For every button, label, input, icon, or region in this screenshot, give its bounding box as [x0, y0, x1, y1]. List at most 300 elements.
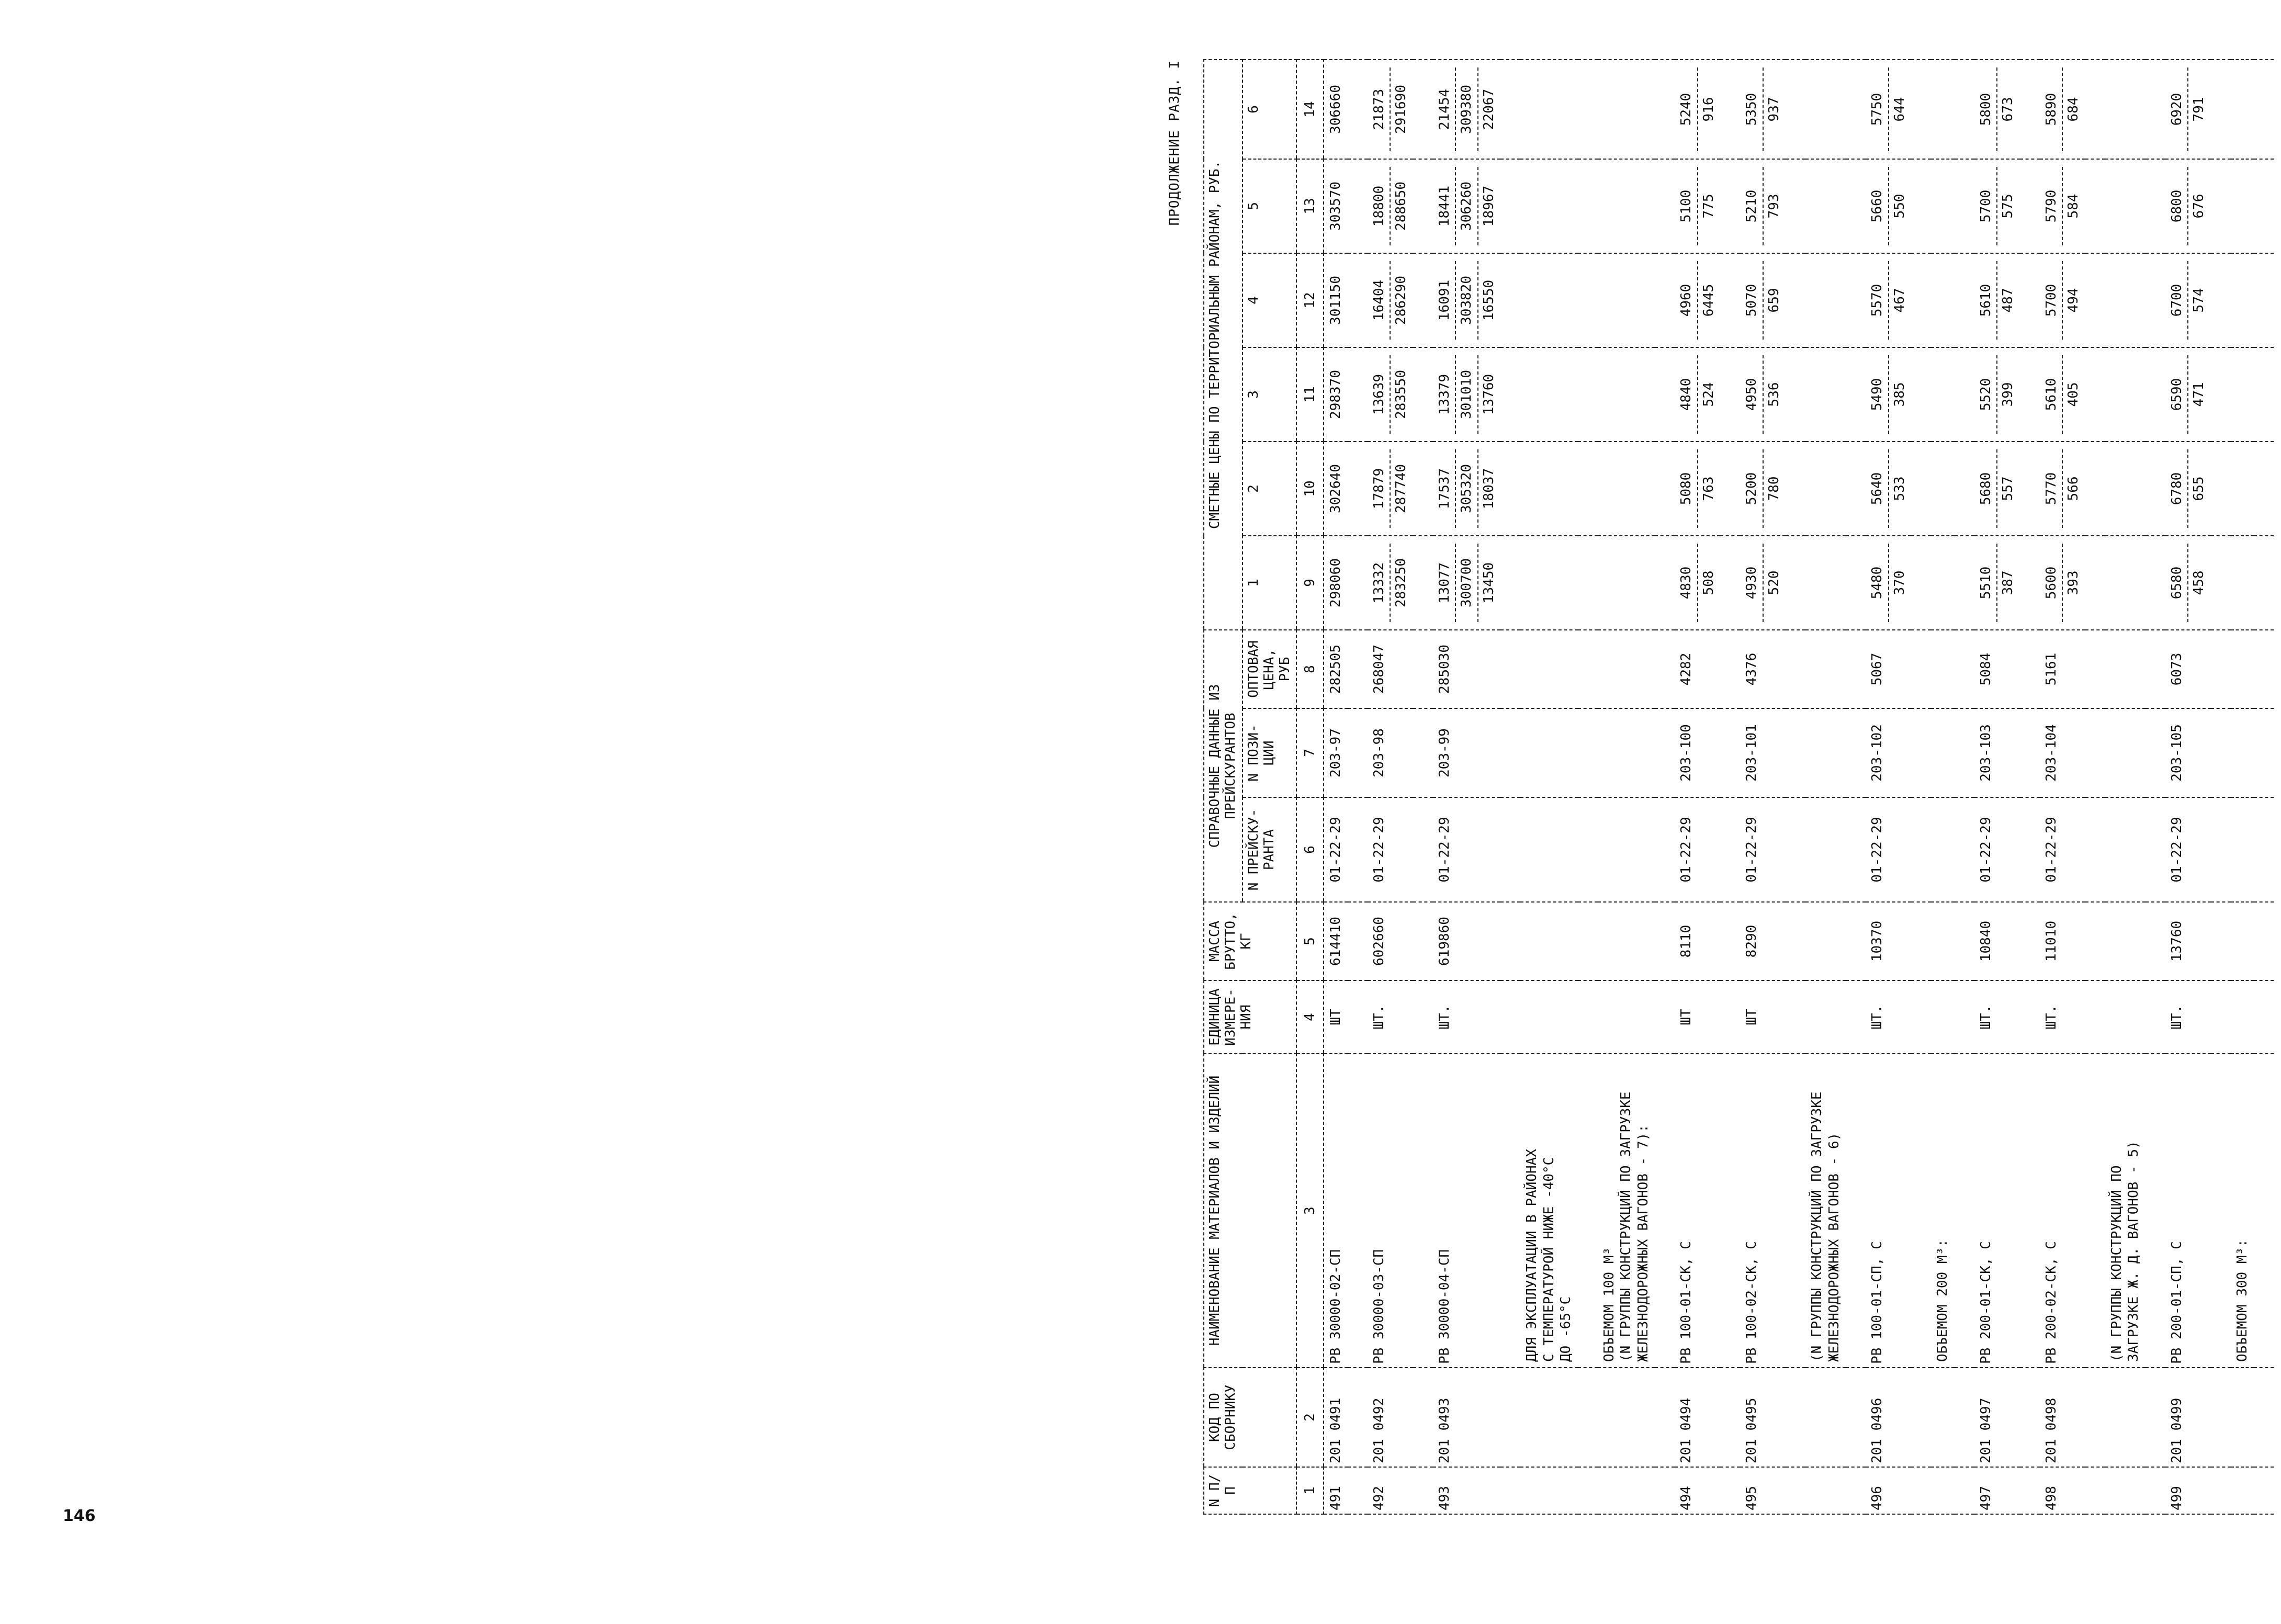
spacer-cell [1955, 347, 1974, 442]
row-wholesale: 4282 [1675, 630, 1720, 708]
price-main: 6700 [2169, 284, 2185, 317]
row-region-price [1368, 442, 1413, 536]
price-bottom: 775 [1700, 194, 1717, 219]
price-main: 6780 [2169, 472, 2185, 505]
spacer-cell [2146, 1368, 2165, 1467]
spacer-cell [2146, 159, 2165, 253]
empty-cell [1805, 630, 1846, 708]
spacer-cell [2254, 797, 2274, 902]
section-note-row [2105, 60, 2146, 1514]
spacer-cell [2211, 60, 2231, 159]
price-bottom: 18037 [1481, 468, 1497, 510]
row-name: РВ 30000-03-СП [1368, 1054, 1413, 1368]
price-main: 5610 [2043, 378, 2059, 411]
spacer-cell [2146, 630, 2165, 708]
table-row [1675, 60, 1720, 1514]
page-number: 146 [63, 1507, 96, 1525]
row-unit: ШТ. [1974, 980, 2020, 1054]
price-bottom: 566 [2065, 476, 2082, 501]
row-region-price [1974, 347, 2020, 442]
spacer-cell [1786, 60, 1805, 159]
price-main: 283550 [1393, 370, 1409, 419]
row-region-price [2040, 253, 2085, 347]
spacer-cell [1720, 902, 1740, 980]
empty-cell [1598, 253, 1655, 347]
spacer-cell [1500, 1368, 1520, 1467]
price-main: 5510 [1978, 566, 1994, 600]
empty-cell [1805, 1368, 1846, 1467]
row-region-price [2040, 442, 2085, 536]
spacer-cell [2146, 980, 2165, 1054]
price-bottom: 673 [2000, 97, 2016, 122]
price-bottom: 494 [2065, 288, 2082, 313]
row-wholesale: 5067 [1866, 630, 1911, 708]
spacer-cell [1500, 1054, 1520, 1368]
spacer-cell [1955, 159, 1974, 253]
spacer-cell [1846, 442, 1866, 536]
row-region-price [1324, 536, 1348, 630]
spacer-cell [2085, 347, 2105, 442]
row-region-price [1433, 159, 1501, 253]
spacer-cell [1846, 347, 1866, 442]
spacer-cell [1846, 159, 1866, 253]
spacer-cell [1846, 708, 1866, 797]
column-number: 12 [1296, 253, 1324, 347]
price-bottom: 557 [2000, 476, 2016, 501]
fraction-divider [1888, 449, 1889, 528]
row-number: 492 [1368, 1467, 1413, 1514]
spacer-cell [1578, 60, 1598, 159]
price-main: 6580 [2169, 566, 2185, 600]
spacer-cell [2146, 1467, 2165, 1514]
spacer-cell [1655, 902, 1675, 980]
fraction-divider [1996, 544, 1997, 622]
price-bottom: 574 [2191, 288, 2207, 313]
price-main: 287740 [1393, 464, 1409, 513]
section-note-row [1805, 60, 1846, 1514]
row-mass: 13760 [2165, 902, 2211, 980]
row-wholesale: 268047 [1368, 630, 1413, 708]
empty-cell [1520, 797, 1578, 902]
empty-cell [1931, 902, 1955, 980]
spacer-cell [1578, 630, 1598, 708]
row-unit: ШТ. [1433, 980, 1501, 1054]
spacer-cell [1846, 980, 1866, 1054]
row-spacer [1655, 60, 1675, 1514]
row-mass: 10840 [1974, 902, 2020, 980]
spacer-cell [1578, 1368, 1598, 1467]
fraction-divider [2187, 355, 2188, 434]
spacer-cell [1911, 1368, 1931, 1467]
fraction-divider [1996, 449, 1997, 528]
row-region-price [2165, 442, 2211, 536]
spacer-cell [1578, 1467, 1598, 1514]
price-main: 303570 [1328, 182, 1344, 231]
spacer-cell [1348, 442, 1368, 536]
spacer-cell [2146, 1054, 2165, 1368]
row-position: 203-105 [2165, 708, 2211, 797]
price-bottom: 508 [1700, 570, 1717, 595]
row-name: РВ 30000-02-СП [1324, 1054, 1348, 1368]
price-bottom: 471 [2191, 382, 2207, 407]
row-name: РВ 30000-04-СП [1433, 1054, 1501, 1368]
spacer-cell [1786, 1467, 1805, 1514]
row-region-price [1324, 159, 1348, 253]
price-bottom: 937 [1766, 97, 1782, 122]
spacer-cell [2085, 980, 2105, 1054]
row-region-price [1433, 253, 1501, 347]
fraction-divider [1697, 544, 1698, 622]
price-bottom: 676 [2191, 194, 2207, 219]
spacer-cell [1786, 159, 1805, 253]
empty-cell [1931, 536, 1955, 630]
spacer-cell [1846, 60, 1866, 159]
spacer-cell [1348, 347, 1368, 442]
fraction-divider [2187, 449, 2188, 528]
price-main: 305320 [1459, 464, 1475, 513]
row-region-price [1433, 347, 1501, 442]
spacer-cell [2254, 60, 2274, 159]
spacer-cell [2211, 630, 2231, 708]
row-name: РВ 100-01-СП, С [1866, 1054, 1911, 1368]
price-main: 5100 [1678, 189, 1695, 223]
header-price-list: N ПРЕЙСКУ-РАНТА [1243, 797, 1297, 902]
row-position: 203-103 [1974, 708, 2020, 797]
price-main: 5600 [2043, 566, 2059, 600]
row-mass: 602660 [1368, 902, 1413, 980]
price-main: 5520 [1978, 378, 1994, 411]
section-note-row [1598, 60, 1655, 1514]
row-region-price [1368, 347, 1413, 442]
empty-cell [1598, 630, 1655, 708]
row-region-price [1324, 253, 1348, 347]
spacer-cell [1911, 797, 1931, 902]
row-region-price [1675, 442, 1720, 536]
column-number: 7 [1296, 708, 1324, 797]
empty-cell [2231, 1467, 2254, 1514]
spacer-cell [2211, 253, 2231, 347]
spacer-cell [1911, 347, 1931, 442]
row-spacer [2211, 60, 2231, 1514]
fraction-divider [2187, 261, 2188, 340]
row-region-price [1675, 347, 1720, 442]
row-region-price [2040, 347, 2085, 442]
row-region-price [1974, 60, 2020, 159]
row-region-price [1866, 442, 1911, 536]
row-unit: ШТ. [1368, 980, 1413, 1054]
empty-cell [2231, 442, 2254, 536]
price-main: 291690 [1393, 85, 1409, 134]
empty-cell [1520, 347, 1578, 442]
spacer-cell [2211, 797, 2231, 902]
fraction-divider [1996, 261, 1997, 340]
spacer-cell [1786, 1368, 1805, 1467]
spacer-cell [1846, 902, 1866, 980]
spacer-cell [2254, 902, 2274, 980]
spacer-cell [1500, 708, 1520, 797]
spacer-cell [1786, 1054, 1805, 1368]
section-note: (N ГРУППЫ КОНСТРУКЦИЙ ПО ЗАГРУЗКЕ Ж. Д. ВАГОНОВ - 5) [2105, 1054, 2146, 1368]
empty-cell [2231, 797, 2254, 902]
spacer-cell [1348, 60, 1368, 159]
empty-cell [2105, 980, 2146, 1054]
price-main: 303820 [1459, 276, 1475, 325]
row-spacer [2146, 60, 2165, 1514]
price-main: 5350 [1744, 93, 1760, 126]
spacer-cell [2254, 630, 2274, 708]
fraction-divider [2062, 449, 2063, 528]
empty-cell [2105, 708, 2146, 797]
price-bottom: 22067 [1481, 88, 1497, 130]
empty-cell [2231, 980, 2254, 1054]
price-top: 13379 [1436, 374, 1452, 415]
row-region-price [1324, 442, 1348, 536]
row-position: 203-101 [1740, 708, 1786, 797]
row-region-price [2165, 253, 2211, 347]
spacer-cell [2254, 708, 2274, 797]
price-main: 5680 [1978, 472, 1994, 505]
row-region-price [1433, 60, 1501, 159]
price-bottom: 684 [2065, 97, 2082, 122]
fraction-divider [1390, 67, 1391, 151]
empty-cell [2231, 347, 2254, 442]
row-spacer [1578, 60, 1598, 1514]
spacer-cell [2020, 1467, 2040, 1514]
section-note: ОБЪЕМОМ 300 М³: [2231, 1054, 2254, 1368]
price-main: 5210 [1744, 189, 1760, 223]
column-number: 5 [1296, 902, 1324, 980]
fraction-divider [1697, 449, 1698, 528]
spacer-cell [2085, 1467, 2105, 1514]
empty-cell [1520, 1368, 1578, 1467]
row-price-list: 01-22-29 [1324, 797, 1348, 902]
header-region: 4 [1243, 253, 1297, 347]
spacer-cell [1348, 253, 1368, 347]
row-number: 493 [1433, 1467, 1501, 1514]
row-spacer [1846, 60, 1866, 1514]
price-main: 301010 [1459, 370, 1475, 419]
fraction-divider [1888, 261, 1889, 340]
spacer-cell [1578, 159, 1598, 253]
row-unit: ШТ. [2165, 980, 2211, 1054]
spacer-cell [2211, 536, 2231, 630]
row-name: РВ 200-01-СП, С [2165, 1054, 2211, 1368]
spacer-cell [2020, 159, 2040, 253]
header-region: 1 [1243, 536, 1297, 630]
row-region-price [2165, 347, 2211, 442]
spacer-cell [2146, 708, 2165, 797]
fraction-divider [1763, 261, 1764, 340]
spacer-cell [2211, 347, 2231, 442]
price-main: 6920 [2169, 93, 2185, 126]
row-region-price [1740, 442, 1786, 536]
spacer-cell [2020, 60, 2040, 159]
spacer-cell [1500, 159, 1520, 253]
spacer-cell [1786, 347, 1805, 442]
spacer-cell [1720, 1054, 1740, 1368]
spacer-cell [1655, 159, 1675, 253]
spacer-cell [1911, 536, 1931, 630]
rotated-page-content [1167, 60, 2281, 1515]
fraction-divider [1455, 261, 1456, 340]
fraction-divider [1455, 67, 1456, 151]
spacer-cell [2146, 60, 2165, 159]
fraction-divider [2187, 544, 2188, 622]
row-mass: 10370 [1866, 902, 1911, 980]
row-region-price [2165, 159, 2211, 253]
row-price-list: 01-22-29 [1740, 797, 1786, 902]
table-row [2165, 60, 2211, 1514]
empty-cell [2105, 797, 2146, 902]
empty-cell [1598, 347, 1655, 442]
spacer-cell [1955, 630, 1974, 708]
spacer-cell [1720, 442, 1740, 536]
fraction-divider [1390, 544, 1391, 622]
row-region-price [2040, 159, 2085, 253]
empty-cell [1520, 902, 1578, 980]
spacer-cell [2146, 536, 2165, 630]
spacer-cell [2211, 1467, 2231, 1514]
fraction-divider [2062, 544, 2063, 622]
row-wholesale: 5161 [2040, 630, 2085, 708]
table-row [2040, 60, 2085, 1514]
empty-cell [2231, 708, 2254, 797]
spacer-cell [1413, 797, 1433, 902]
price-bottom: 584 [2065, 194, 2082, 219]
row-code: 201 0498 [2040, 1368, 2085, 1467]
price-bottom: 780 [1766, 476, 1782, 501]
fraction-divider [1390, 261, 1391, 340]
spacer-cell [1413, 902, 1433, 980]
price-main: 6800 [2169, 189, 2185, 223]
spacer-cell [1846, 1368, 1866, 1467]
spacer-cell [2020, 630, 2040, 708]
spacer-cell [1955, 536, 1974, 630]
price-top: 18800 [1371, 185, 1387, 227]
price-main: 5610 [1978, 284, 1994, 317]
spacer-cell [2254, 347, 2274, 442]
fraction-divider [1477, 449, 1478, 528]
price-main: 5800 [1978, 93, 1994, 126]
spacer-cell [1578, 442, 1598, 536]
spacer-cell [2211, 980, 2231, 1054]
price-bottom: 536 [1766, 382, 1782, 407]
price-main: 5070 [1744, 284, 1760, 317]
empty-cell [1931, 1368, 1955, 1467]
column-number: 13 [1296, 159, 1324, 253]
row-region-price [1433, 536, 1501, 630]
empty-cell [2231, 1368, 2254, 1467]
row-unit: ШТ [1675, 980, 1720, 1054]
row-region-price [1974, 536, 2020, 630]
empty-cell [1520, 1467, 1578, 1514]
row-mass: 614410 [1324, 902, 1348, 980]
spacer-cell [2254, 980, 2274, 1054]
row-code: 201 0497 [1974, 1368, 2020, 1467]
spacer-cell [1578, 347, 1598, 442]
empty-cell [1805, 442, 1846, 536]
table-body [1324, 60, 2274, 1514]
spacer-cell [1786, 980, 1805, 1054]
spacer-cell [1655, 708, 1675, 797]
empty-cell [1931, 347, 1955, 442]
empty-cell [1931, 797, 1955, 902]
spacer-cell [1911, 159, 1931, 253]
header-region: 2 [1243, 442, 1297, 536]
fraction-divider [1390, 449, 1391, 528]
price-bottom: 467 [1891, 288, 1907, 313]
row-spacer [1955, 60, 1974, 1514]
row-unit: ШТ [1740, 980, 1786, 1054]
spacer-cell [1955, 1467, 1974, 1514]
empty-cell [1931, 442, 1955, 536]
spacer-cell [1413, 980, 1433, 1054]
empty-cell [2105, 1368, 2146, 1467]
row-name: РВ 100-01-СК, С [1675, 1054, 1720, 1368]
row-region-price [1675, 159, 1720, 253]
header-wholesale: ОПТОВАЯ ЦЕНА, РУБ [1243, 630, 1297, 708]
spacer-cell [1348, 1054, 1368, 1368]
spacer-cell [1655, 442, 1675, 536]
fraction-divider [1888, 355, 1889, 434]
spacer-cell [2020, 980, 2040, 1054]
empty-cell [2231, 159, 2254, 253]
column-number: 9 [1296, 536, 1324, 630]
row-region-price [2040, 60, 2085, 159]
price-main: 5700 [1978, 189, 1994, 223]
spacer-cell [1911, 902, 1931, 980]
spacer-cell [1720, 1467, 1740, 1514]
price-main: 5570 [1869, 284, 1885, 317]
column-number: 11 [1296, 347, 1324, 442]
row-code: 201 0496 [1866, 1368, 1911, 1467]
price-bottom: 399 [2000, 382, 2016, 407]
spacer-cell [1911, 1467, 1931, 1514]
empty-cell [1520, 980, 1578, 1054]
spacer-cell [1500, 60, 1520, 159]
row-mass: 8290 [1740, 902, 1786, 980]
fraction-divider [1697, 355, 1698, 434]
price-main: 5640 [1869, 472, 1885, 505]
row-region-price [1740, 60, 1786, 159]
spacer-cell [1578, 253, 1598, 347]
row-spacer [1911, 60, 1931, 1514]
price-main: 5750 [1869, 93, 1885, 126]
row-position: 203-102 [1866, 708, 1911, 797]
empty-cell [1598, 536, 1655, 630]
section-note-row [1520, 60, 1578, 1514]
price-bottom: 793 [1766, 194, 1782, 219]
spacer-cell [2085, 536, 2105, 630]
column-number-row [1296, 60, 1324, 1514]
price-top: 16091 [1436, 279, 1452, 321]
column-number: 10 [1296, 442, 1324, 536]
empty-cell [1805, 1467, 1846, 1514]
spacer-cell [2254, 159, 2274, 253]
row-region-price [1324, 347, 1348, 442]
fraction-divider [1697, 167, 1698, 245]
fraction-divider [1763, 544, 1764, 622]
fraction-divider [1477, 544, 1478, 622]
price-bottom: 487 [2000, 288, 2016, 313]
table-row [1324, 60, 1348, 1514]
row-mass: 619860 [1433, 902, 1501, 980]
fraction-divider [1477, 261, 1478, 340]
empty-cell [2231, 536, 2254, 630]
price-bottom: 659 [1766, 288, 1782, 313]
row-mass: 8110 [1675, 902, 1720, 980]
empty-cell [2105, 60, 2146, 159]
